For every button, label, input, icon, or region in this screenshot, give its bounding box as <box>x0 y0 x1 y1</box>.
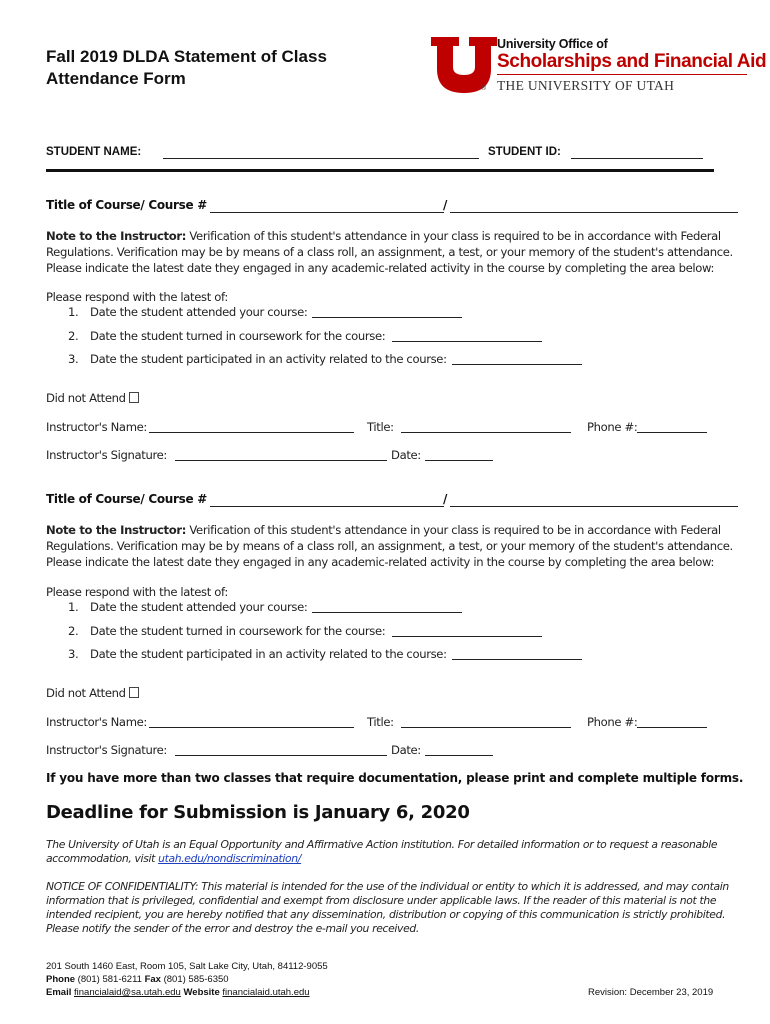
phone-field[interactable] <box>637 432 707 433</box>
course-title-field[interactable] <box>210 506 444 507</box>
student-id-label: STUDENT ID: <box>488 146 561 158</box>
respond-prompt: Please respond with the latest of: <box>46 290 228 304</box>
form-title <box>46 46 327 90</box>
list-item-num: 3. <box>68 647 79 661</box>
instructor-title-label: Title: <box>367 715 394 729</box>
signature-label: Instructor's Signature: <box>46 448 167 462</box>
email-link[interactable]: financialaid@sa.utah.edu <box>74 987 181 998</box>
course-title-label: Title of Course/ Course # <box>46 492 207 506</box>
instructor-name-label: Instructor's Name: <box>46 420 147 434</box>
list-item-num: 2. <box>68 624 79 638</box>
list-item-attended: Date the student attended your course: <box>90 600 308 614</box>
signature-field[interactable] <box>175 755 387 756</box>
instructor-title-label: Title: <box>367 420 394 434</box>
did-not-attend <box>46 390 139 406</box>
signature-label: Instructor's Signature: <box>46 743 167 757</box>
registered-mark: ® <box>481 85 487 92</box>
form-title-line2: Attendance Form <box>46 69 186 88</box>
date-field[interactable] <box>425 755 493 756</box>
nondiscrimination-link[interactable]: utah.edu/nondiscrimination/ <box>158 852 302 865</box>
did-not-attend-label: Did not Attend <box>46 686 126 700</box>
footer-contact <box>46 960 328 999</box>
list-item-num: 2. <box>68 329 79 343</box>
did-not-attend-label: Did not Attend <box>46 391 126 405</box>
multiple-forms-note: If you have more than two classes that require documentation, please print and complete multiple forms. <box>46 771 744 785</box>
list-item-activity: Date the student participated in an activity related to the course: <box>90 647 447 661</box>
instructor-name-field[interactable] <box>149 432 354 433</box>
coursework-date-field[interactable] <box>392 636 542 637</box>
confidentiality-notice: NOTICE OF CONFIDENTIALITY: This material is intended for the use of the individual or entity to which it is addressed, and may contain information that is privileged, confidential and exempt from disclosure under applicable laws. If the reader of this material is not the intended recipient, you are hereby notified that any dissemination, distribution or copying of this communication is strictly prohibited. Please notify the sender of the error and destroy the e-mail you received. <box>46 880 729 935</box>
date-label: Date: <box>391 448 421 462</box>
phone-label: Phone #: <box>587 715 638 729</box>
header-divider <box>46 169 714 172</box>
course-slash: / <box>443 492 448 506</box>
list-item-coursework: Date the student turned in coursework for the course: <box>90 624 386 638</box>
email-label: Email <box>46 987 72 998</box>
student-name-label: STUDENT NAME: <box>46 146 142 158</box>
phone-number: (801) 581-6211 <box>75 974 145 985</box>
revision-date: Revision: December 23, 2019 <box>588 987 714 998</box>
instructor-note <box>46 228 746 276</box>
logo-office-line: University Office of <box>497 37 608 51</box>
instructor-note-heading: Note to the Instructor: <box>46 229 187 243</box>
instructor-note-heading: Note to the Instructor: <box>46 523 187 537</box>
instructor-note-text: Verification of this student's attendance in your class is required to be in accordance with Federal Regulations. Verification may be by means of a class roll, an assignment, a test, or your memory of the student's attendance. Please indicate the latest date they engaged in any academic-related activity in the course by completing the area below: <box>46 523 733 569</box>
course-number-field[interactable] <box>450 212 738 213</box>
instructor-title-field[interactable] <box>401 727 571 728</box>
list-item-num: 3. <box>68 352 79 366</box>
fax-number: (801) 585-6350 <box>160 974 229 985</box>
deadline-heading: Deadline for Submission is January 6, 2020 <box>46 802 470 823</box>
list-item-attended: Date the student attended your course: <box>90 305 308 319</box>
signature-field[interactable] <box>175 460 387 461</box>
date-label: Date: <box>391 743 421 757</box>
footer-phone-fax <box>46 973 328 986</box>
equal-opportunity-statement <box>46 838 746 866</box>
attended-date-field[interactable] <box>312 612 462 613</box>
form-title-line1: Fall 2019 DLDA Statement of Class <box>46 47 327 66</box>
student-name-field[interactable] <box>163 158 479 159</box>
university-u-logo <box>431 37 497 93</box>
coursework-date-field[interactable] <box>392 341 542 342</box>
respond-prompt: Please respond with the latest of: <box>46 585 228 599</box>
activity-date-field[interactable] <box>452 659 582 660</box>
attended-date-field[interactable] <box>312 317 462 318</box>
phone-label: Phone #: <box>587 420 638 434</box>
logo-divider <box>497 74 747 75</box>
equal-opportunity-text: The University of Utah is an Equal Opportunity and Affirmative Action institution. For detailed information or to request a reasonable accommodation, visit <box>46 838 718 865</box>
course-slash: / <box>443 198 448 212</box>
did-not-attend-checkbox[interactable] <box>129 687 139 698</box>
instructor-note <box>46 522 746 570</box>
list-item-coursework: Date the student turned in coursework for the course: <box>90 329 386 343</box>
logo-office-name: Scholarships and Financial Aid <box>497 51 767 72</box>
fax-label: Fax <box>144 974 161 985</box>
did-not-attend-checkbox[interactable] <box>129 392 139 403</box>
course-title-label: Title of Course/ Course # <box>46 198 207 212</box>
logo-university-name: THE UNIVERSITY OF UTAH <box>497 78 675 93</box>
did-not-attend <box>46 685 139 701</box>
phone-label-footer: Phone <box>46 974 76 985</box>
website-label: Website <box>183 987 220 998</box>
footer-address: 201 South 1460 East, Room 105, Salt Lake City, Utah, 84112-9055 <box>46 961 328 972</box>
instructor-name-label: Instructor's Name: <box>46 715 147 729</box>
instructor-name-field[interactable] <box>149 727 354 728</box>
instructor-title-field[interactable] <box>401 432 571 433</box>
website-link[interactable]: financialaid.utah.edu <box>222 987 310 998</box>
list-item-num: 1. <box>68 305 79 319</box>
list-item-activity: Date the student participated in an activity related to the course: <box>90 352 447 366</box>
course-number-field[interactable] <box>450 506 738 507</box>
list-item-num: 1. <box>68 600 79 614</box>
course-title-field[interactable] <box>210 212 444 213</box>
phone-field[interactable] <box>637 727 707 728</box>
footer-email-web <box>46 986 328 999</box>
activity-date-field[interactable] <box>452 364 582 365</box>
student-id-field[interactable] <box>571 158 703 159</box>
date-field[interactable] <box>425 460 493 461</box>
instructor-note-text: Verification of this student's attendance in your class is required to be in accordance with Federal Regulations. Verification may be by means of a class roll, an assignment, a test, or your memory of the student's attendance. Please indicate the latest date they engaged in any academic-related activity in the course by completing the area below: <box>46 229 733 275</box>
